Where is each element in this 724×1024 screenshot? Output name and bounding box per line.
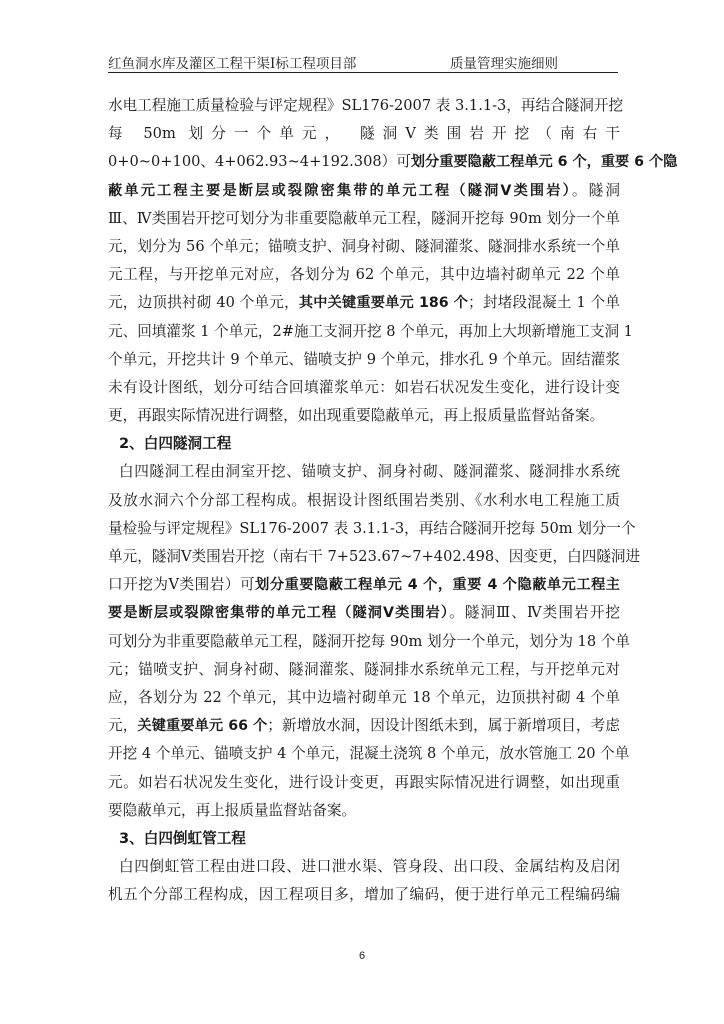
text-run: 。隧洞 (571, 181, 620, 199)
body-text-line (108, 261, 620, 289)
section-heading (108, 430, 620, 458)
body-text-line (108, 628, 630, 656)
text-run: Ⅲ、Ⅳ类围岩开挖可划分为非重要隐蔽单元工程，隧洞开挖每 90m 划分一个单 (108, 209, 620, 227)
text-run: 每 50m 划分一个单元， 隧洞Ⅴ类围岩开挖（南右干 (108, 125, 620, 143)
text-run: 水电工程施工质量检验与评定规程》SL176-2007 表 3.1.1-3，再结合隧洞开挖 (108, 97, 624, 114)
body-text-line (108, 797, 620, 825)
header-project-name: 红鱼洞水库及灌区工程干渠Ⅰ标工程项目部 (108, 56, 357, 72)
text-run: 个单元，开挖共计 9 个单元、锚喷支护 9 个单元，排水孔 9 个单元。固结灌浆 (108, 350, 620, 368)
text-run: 更，再跟实际情况进行调整，如出现重要隐蔽单元，再上报质量监督站备案。 (108, 407, 605, 425)
body-text-line (108, 599, 620, 627)
body-text-line (108, 487, 620, 515)
bold-text: 关键重要单元 66 个 (137, 718, 268, 735)
page-header (108, 52, 618, 74)
body-text-line (108, 148, 678, 176)
text-run: 元，划分为 56 个单元；锚喷支护、洞身衬砌、隧洞灌浆、隧洞排水系统一个单 (108, 237, 620, 255)
bold-text: 其中关键重要单元 186 个 (298, 295, 469, 312)
body-text-line (108, 712, 620, 740)
text-run: 元；锚喷支护、洞身衬砌、隧洞灌浆、隧洞排水系统单元工程，与开挖单元对 (108, 660, 620, 678)
text-run: ；封堵段混凝土 1 个单 (468, 294, 620, 312)
section-heading (108, 825, 620, 853)
text-run: 元、回填灌浆 1 个单元，2#施工支洞开挖 8 个单元，再加上大坝新增施工支洞 1 (108, 322, 633, 340)
text-run: 。隧洞Ⅲ、Ⅳ类围岩开挖 (449, 604, 620, 622)
bold-text: 划分重要隐蔽工程单元 4 个，重要 4 个隐蔽单元工程主 (255, 577, 620, 594)
bold-text: 2、白四隧洞工程 (119, 435, 232, 453)
text-run: 及放水洞六个分部工程构成。根据设计图纸围岩类别、《水利水电工程施工质 (108, 491, 620, 509)
bold-text: 要是断层或裂隙密集带的单元工程（隧洞Ⅴ类围岩） (108, 605, 450, 622)
text-run: 元。如岩石状况发生变化，进行设计变更，再跟实际情况进行调整，如出现重 (108, 773, 620, 791)
body-text-line (108, 92, 624, 120)
text-run: 应，各划分为 22 个单元，其中边墙衬砌单元 18 个单元，边顶拱衬砌 4 个单 (108, 688, 620, 706)
body-text-line (108, 881, 620, 909)
text-run: 0+0~0+100、4+062.93~4+192.308）可 (108, 153, 411, 171)
body-text-line (108, 684, 620, 712)
body-text-line (108, 402, 620, 430)
text-run: 白四隧洞工程由洞室开挖、锚喷支护、洞身衬砌、隧洞灌浆、隧洞排水系统 (119, 463, 620, 481)
text-run: 可划分为非重要隐蔽单元工程，隧洞开挖每 90m 划分一个单元，划分为 18 个单 (108, 632, 630, 650)
text-run: 元工程，与开挖单元对应，各划分为 62 个单元，其中边墙衬砌单元 22 个单 (108, 266, 620, 284)
text-run: 要隐蔽单元，再上报质量监督站备案。 (108, 801, 357, 819)
body-text-line (108, 571, 620, 599)
text-run: 元， (108, 717, 138, 735)
body-text-line (108, 656, 620, 684)
text-run: 白四倒虹管工程由进口段、进口泄水渠、管身段、出口段、金属结构及启闭 (119, 858, 620, 876)
text-run: 开挖 4 个单元、锚喷支护 4 个单元，混凝土浇筑 8 个单元，放水管施工 20 个单 (108, 745, 630, 763)
text-run: 未有设计图纸，划分可结合回填灌浆单元：如岩石状况发生变化，进行设计变 (108, 378, 620, 396)
page-number: 6 (358, 950, 366, 962)
body-text-line (108, 120, 620, 148)
text-run: ；新增放水洞，因设计图纸未到，属于新增项目，考虑 (267, 717, 620, 735)
body-text-line (108, 853, 620, 881)
body-text-line (108, 543, 641, 571)
body-text-line (108, 205, 620, 233)
header-document-title: 质量管理实施细则 (450, 56, 558, 72)
bold-text: 划分重要隐蔽工程单元 6 个，重要 6 个隐 (410, 154, 678, 171)
body-text-line (108, 740, 630, 768)
body-text-line (108, 177, 620, 205)
body-text-line (108, 458, 620, 486)
bold-text: 3、白四倒虹管工程 (119, 829, 246, 847)
body-text-line (108, 346, 620, 374)
text-run: 口开挖为Ⅴ类围岩）可 (108, 576, 256, 594)
body-text-line (108, 374, 620, 402)
body-text-line (108, 233, 620, 261)
body-text-line (108, 769, 620, 797)
header-rule (108, 72, 618, 73)
text-run: 机五个分部工程构成，因工程项目多，增加了编码，便于进行单元工程编码编 (108, 886, 620, 904)
text-run: 单元，隧洞Ⅴ类围岩开挖（南右干 7+523.67~7+402.498、因变更，白四隧洞进 (108, 548, 641, 565)
body-text-line (108, 318, 633, 346)
text-run: 量检验与评定规程》SL176-2007 表 3.1.1-3，再结合隧洞开挖每 50m 划分一个 (108, 519, 636, 537)
body-text-line (108, 289, 620, 317)
bold-text: 蔽单元工程主要是断层或裂隙密集带的单元工程（隧洞Ⅴ类围岩） (108, 182, 572, 199)
body-text-line (108, 515, 636, 543)
document-body (108, 92, 678, 909)
text-run: 元，边顶拱衬砌 40 个单元， (108, 294, 299, 312)
